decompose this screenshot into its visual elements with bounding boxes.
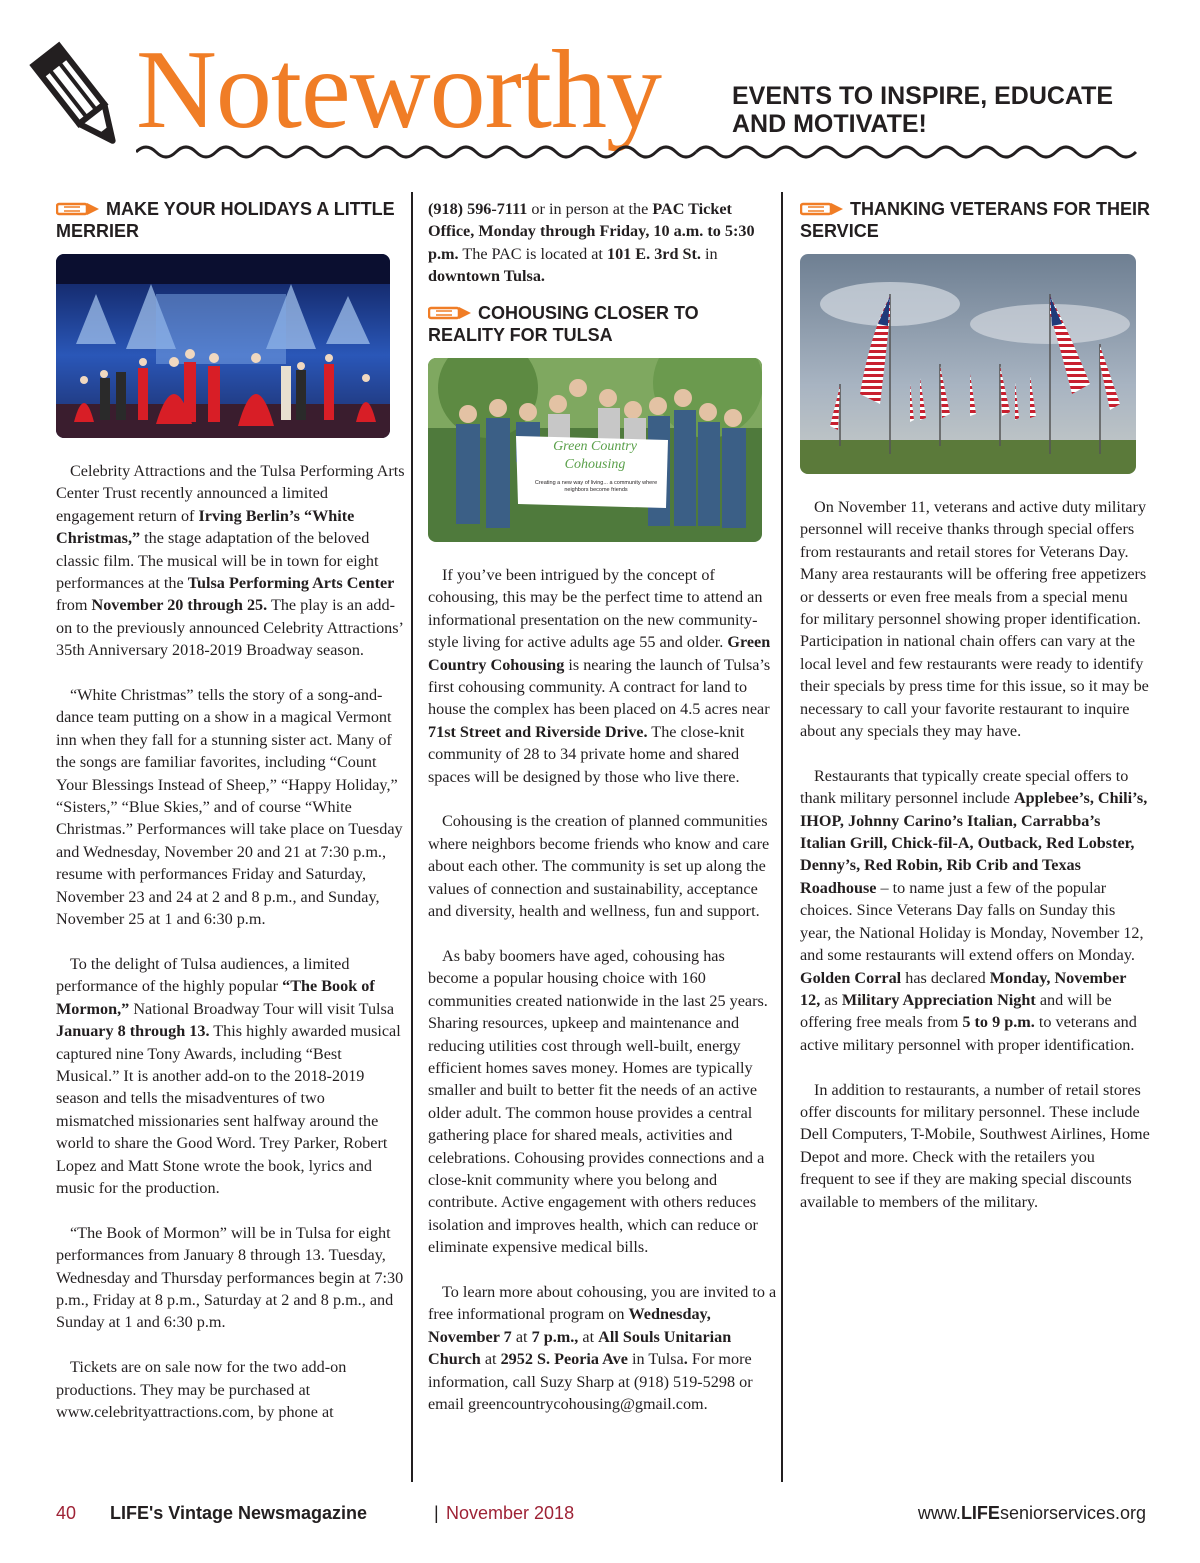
pencil-bullet-icon <box>800 202 844 216</box>
issue-date: November 2018 <box>446 1503 575 1523</box>
article-heading <box>800 198 1150 242</box>
footer-separator: | <box>434 1503 439 1523</box>
pencil-icon <box>28 40 132 158</box>
website-prefix: www. <box>917 1503 961 1523</box>
pencil-bullet-icon <box>56 202 100 216</box>
column-1: MAKE YOUR HOLIDAYS A LITTLE MERRIER Celebrity Attractions and the Tulsa Performing Arts Center Trust recently announced a limited engagement return of Irving Berlin’s “White Christmas,” the stage adaptation of the beloved classic film. The musical will be in town for eight performances at the Tulsa Performing Arts Center from November 20 through 25. The play is an add-on to the previously announced Celebrity Attractions’ 35th Anniversary 2018-2019 Broadway season. “White Christmas” tells the story of a song-and-dance team putting on a show in a magical Vermont inn when they fall for a stunning sister act. Many of the songs are familiar favorites, including “Count Your Blessings Instead of Sheep,” “Happy Holiday,” “Sisters,” “Blue Skies,” and of course “White Christmas.” Performances will take place on Tuesday and Wednesday, November 20 and 21 at 7:30 p.m., resume with performances Friday and Saturday, November 23 and 24 at 2 and 8 p.m., and Sunday, November 25 at 1 and 6:30 p.m. To the delight of Tulsa audiences, a limited performance of the highly popular “The Book of Mormon,” National Broadway Tour will visit Tulsa January 8 through 13. This highly awarded musical captured nine Tony Awards, including “Best Musical.” It is another add-on to the 2018-2019 season and tells the misadventures of two mismatched missionaries sent halfway around the world to share the Good Word. Trey Parker, Robert Lopez and Matt Stone wrote the book, lyrics and music for the production. “The Book of Mormon” will be in Tulsa for eight performances from January 8 through 13. Tuesday, Wednesday and Thursday performances begin at 7:30 p.m., Friday at 8 p.m., Saturday at 2 and 8 p.m., and Sunday at 1 and 6:30 p.m. Tickets are on sale now for the two add-on productions. They may be purchased at www.celebrityattractions.com, by phone at <box>56 199 405 1421</box>
page-footer <box>56 1503 1146 1527</box>
article-heading <box>428 302 778 346</box>
website-suffix: seniorservices.org <box>999 1503 1146 1523</box>
article-heading-text: MAKE YOUR HOLIDAYS A LITTLE MERRIER <box>56 199 395 241</box>
cohousing-photo <box>428 358 762 542</box>
page-number: 40 <box>56 1503 77 1523</box>
magazine-name: LIFE's Vintage Newsmagazine <box>110 1503 368 1523</box>
article-heading-text: THANKING VETERANS FOR THEIR SERVICE <box>800 199 1151 241</box>
column-2: (918) 596-7111 or in person at the PAC Ticket Office, Monday through Friday, 10 a.m. to 5:30 p.m. The PAC is located at 101 E. 3rd St. in downtown Tulsa. COHOUSING CLOSER TO REALITY FOR TULSA Green Country Cohousing Creating a new way of living... a community where neighbors become friends If you’ve been intrigued by the concept of cohousing, this may be the perfect time to attend an informational presentation on the new community-style living for active adults age 55 and older. Green Country Cohousing is nearing the launch of Tulsa’s first cohousing community. A contract for land to house the complex has been placed on 4.5 acres near 71st Street and Riverside Drive. The close-knit community of 28 to 34 private home and shared spaces will be designed by those who live there. Cohousing is the creation of planned communities where neighbors become friends who know and care about each other. The community is set up along the values of connection and sustainability, acceptance and diversity, health and wellness, fun and support. As baby boomers have aged, cohousing has become a popular housing choice with 160 communities created nationwide in the last 25 years. Sharing resources, upkeep and maintenance and reducing utilities cost through well-built, energy efficient homes saves money. Homes are typically smaller and built to better fit the needs of an active older adult. The common house provides a central gathering place for shared meals, activities and celebrations. Cohousing provides connections and a close-knit community where you belong and contribute. Active engagement with others reduces isolation and improves health, which can reduce or eliminate expensive medical bills. To learn more about cohousing, you are invited to a free informational program on Wednesday, November 7 at 7 p.m., at All Souls Unitarian Church at 2952 S. Peoria Ave in Tulsa. For more information, call Suzy Sharp at (918) 519-5298 or email greencountrycohousing@gmail.com. <box>428 200 777 1413</box>
column-divider <box>781 192 783 1482</box>
page-subtitle: EVENTS TO INSPIRE, EDUCATE AND MOTIVATE! <box>732 82 1114 138</box>
column-divider <box>411 192 413 1482</box>
column-3: THANKING VETERANS FOR THEIR SERVICE On November 11, veterans and active duty military personnel will receive thanks through special offers from restaurants and retail stores for Veterans Day. Many area restaurants will be offering free appetizers or desserts or even free meals from a special menu for military personnel showing proper identification. Participation in national chain offers can vary at the local level and few restaurants were ready to identify their specials by press time for this issue, so it may be necessary to call your favorite restaurant to inquire about any specials they may have. Restaurants that typically create special offers to thank military personnel include Applebee’s, Chili’s, IHOP, Johnny Carino’s Italian, Carrabba’s Italian Grill, Chick-fil-A, Outback, Red Lobster, Denny’s, Red Robin, Rib Crib and Texas Roadhouse – to name just a few of the popular choices. Since Veterans Day falls on Sunday this year, the National Holiday is Monday, November 12, and some restaurants will extend offers on Monday. Golden Corral has declared Monday, November 12, as Military Appreciation Night and will be offering free meals from 5 to 9 p.m. to veterans and active military personnel with proper identification. In addition to restaurants, a number of retail stores offer discounts for military personnel. These include Dell Computers, T-Mobile, Southwest Airlines, Home Depot and more. Check with the retailers you frequent to see if they are making special discounts available to members of the military. <box>800 199 1151 1211</box>
veterans-flags-photo <box>800 254 1136 474</box>
website-brand: LIFE <box>960 1503 1000 1523</box>
website-link[interactable] <box>918 1503 1146 1524</box>
article-heading-text: COHOUSING CLOSER TO REALITY FOR TULSA <box>428 303 699 346</box>
article-heading <box>56 198 406 242</box>
banner-tagline: Creating a new way of living... a community where neighbors become friends <box>534 480 658 494</box>
white-christmas-photo <box>56 254 390 438</box>
banner-title: Green Country Cohousing <box>553 439 637 473</box>
wavy-divider <box>136 140 1146 164</box>
page-title: Noteworthy <box>136 28 662 152</box>
pencil-bullet-icon <box>428 306 472 320</box>
